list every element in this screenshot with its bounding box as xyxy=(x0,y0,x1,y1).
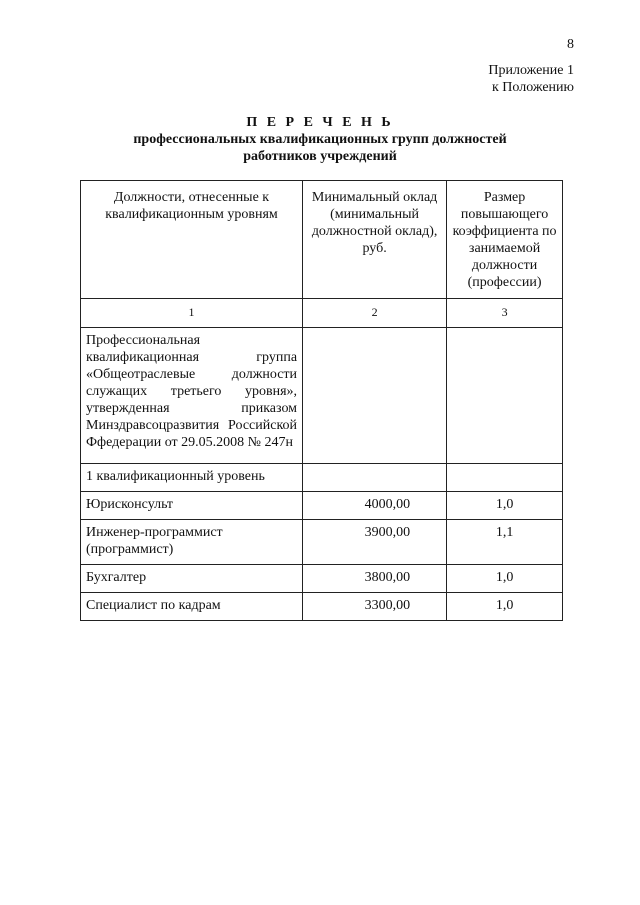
position-name: Специалист по кадрам xyxy=(81,593,303,621)
table-row xyxy=(81,520,563,565)
salary-value: 4000,00 xyxy=(303,492,447,520)
appendix-line-1: Приложение 1 xyxy=(488,63,574,78)
empty-cell xyxy=(447,328,563,464)
coefficient-value: 1,0 xyxy=(447,565,563,593)
qualification-level-row xyxy=(81,464,563,492)
column-number-2: 2 xyxy=(303,299,447,328)
qualification-level-text: 1 квалификационный уровень xyxy=(81,464,303,492)
table-header-row xyxy=(81,181,563,299)
appendix-line-2: к Положению xyxy=(491,80,574,95)
qualification-group-row xyxy=(81,328,563,464)
empty-cell xyxy=(447,464,563,492)
salary-value: 3300,00 xyxy=(303,593,447,621)
column-number-3: 3 xyxy=(447,299,563,328)
header-coefficient: Размер повышающего коэффициента по занимаемой должности (профессии) xyxy=(447,181,563,299)
title-heading: П Е Р Е Ч Е Н Ь xyxy=(246,115,394,130)
empty-cell xyxy=(303,328,447,464)
column-number-1: 1 xyxy=(81,299,303,328)
positions-table xyxy=(80,180,563,621)
page-number: 8 xyxy=(567,37,574,52)
document-title xyxy=(0,114,640,165)
coefficient-value: 1,0 xyxy=(447,593,563,621)
header-salary: Минимальный оклад (минимальный должностной оклад), руб. xyxy=(303,181,447,299)
title-line-1: профессиональных квалификационных групп должностей xyxy=(133,132,507,147)
table-row xyxy=(81,565,563,593)
salary-value: 3800,00 xyxy=(303,565,447,593)
position-name: Инженер-программист (программист) xyxy=(81,520,303,565)
empty-cell xyxy=(303,464,447,492)
title-line-2: работников учреждений xyxy=(243,149,397,164)
appendix-note xyxy=(488,62,574,96)
position-name: Юрисконсульт xyxy=(81,492,303,520)
qualification-group-text: Профессиональная квалификационная группа «Общеотраслевые должности служащих третьего уровня», утвержденная приказом Минздравсоцразвития Российской Ффедерации от 29.05.2008 № 247н xyxy=(81,328,303,464)
position-name: Бухгалтер xyxy=(81,565,303,593)
header-positions: Должности, отнесенные к квалификационным уровням xyxy=(81,181,303,299)
table-row xyxy=(81,593,563,621)
coefficient-value: 1,1 xyxy=(447,520,563,565)
salary-value: 3900,00 xyxy=(303,520,447,565)
coefficient-value: 1,0 xyxy=(447,492,563,520)
column-number-row xyxy=(81,299,563,328)
table-row xyxy=(81,492,563,520)
